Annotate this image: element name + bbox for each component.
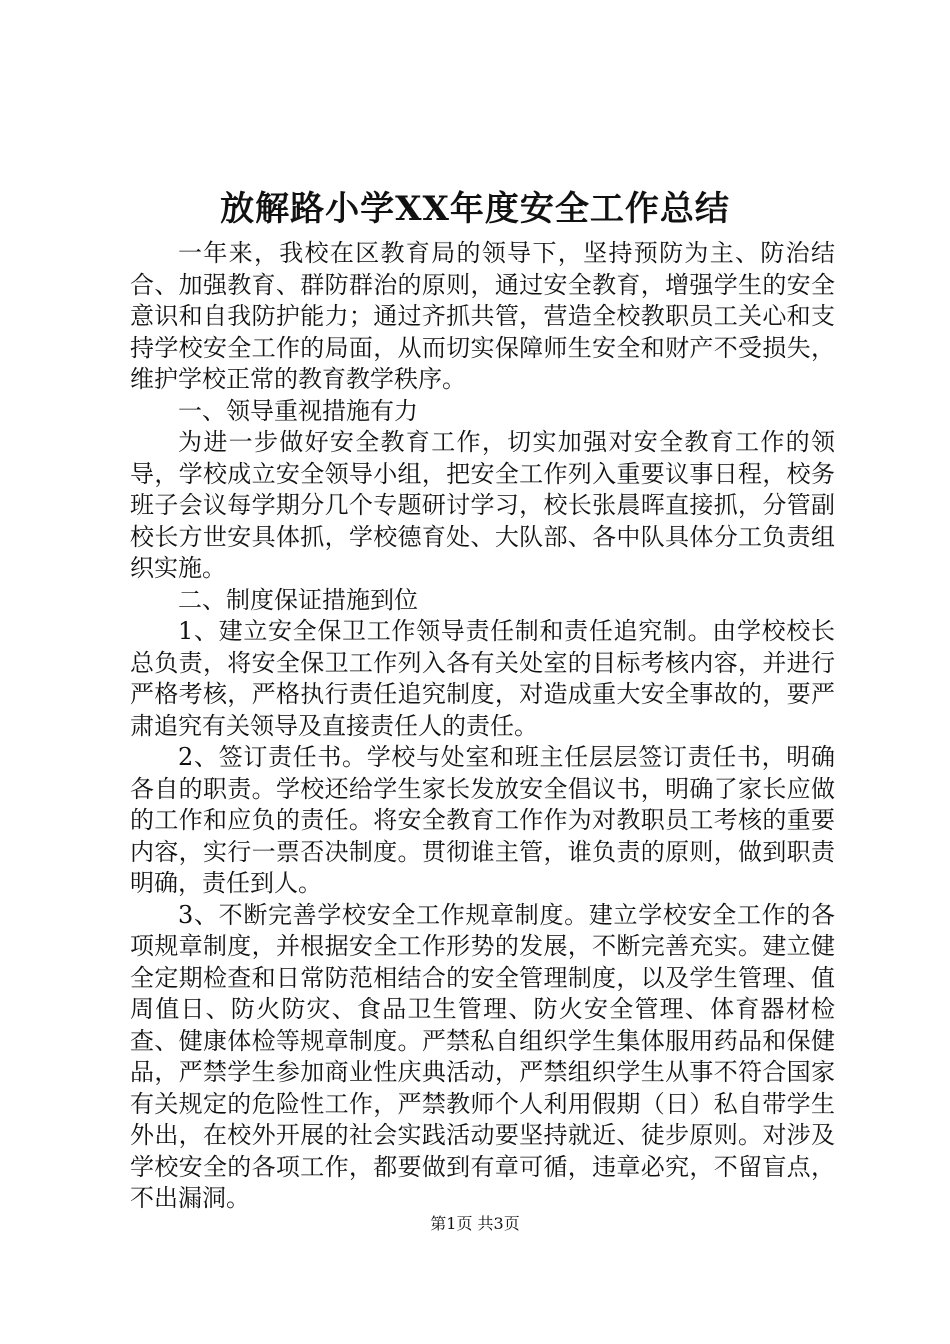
intro-paragraph: 一年来，我校在区教育局的领导下，坚持预防为主、防治结合、加强教育、群防群治的原则，通过安全教育，增强学生的安全意识和自我防护能力；通过齐抓共管，营造全校教职员工关心和支持学校安全工作的局面，从而切实保障师生安全和财产不受损失，维护学校正常的教育教学秩序。 xyxy=(130,239,835,393)
system-item-1-paragraph: 1、建立安全保卫工作领导责任制和责任追究制。由学校校长总负责，将安全保卫工作列入各有关处室的目标考核内容，并进行严格考核，严格执行责任追究制度，对造成重大安全事故的，要严肃追究有关领导及直接责任人的责任。 xyxy=(130,617,835,740)
section-heading-system: 二、制度保证措施到位 xyxy=(178,585,418,614)
system-item-3-paragraph: 3、不断完善学校安全工作规章制度。建立学校安全工作的各项规章制度，并根据安全工作形势的发展，不断完善充实。建立健全定期检查和日常防范相结合的安全管理制度，以及学生管理、值周值日、防火防灾、食品卫生管理、防火安全管理、体育器材检查、健康体检等规章制度。严禁私自组织学生集体服用药品和保健品，严禁学生参加商业性庆典活动，严禁组织学生从事不符合国家有关规定的危险性工作，严禁教师个人利用假期（日）私自带学生外出，在校外开展的社会实践活动要坚持就近、徒步原则。对涉及学校安全的各项工作，都要做到有章可循，违章必究，不留盲点，不出漏洞。 xyxy=(130,900,835,1212)
document-body xyxy=(130,238,835,1215)
section-heading-leadership: 一、领导重视措施有力 xyxy=(178,396,418,425)
document-title: 放解路小学XX年度安全工作总结 xyxy=(220,189,730,229)
leadership-paragraph: 为进一步做好安全教育工作，切实加强对安全教育工作的领导，学校成立安全领导小组，把安全工作列入重要议事日程，校务班子会议每学期分几个专题研讨学习，校长张晨晖直接抓，分管副校长方世安具体抓，学校德育处、大队部、各中队具体分工负责组织实施。 xyxy=(130,428,835,582)
page-number-footer: 第1页 共3页 xyxy=(430,1214,520,1233)
system-item-2-paragraph: 2、签订责任书。学校与处室和班主任层层签订责任书，明确各自的职责。学校还给学生家长发放安全倡议书，明确了家长应做的工作和应负的责任。将安全教育工作作为对教职员工考核的重要内容，实行一票否决制度。贯彻谁主管，谁负责的原则，做到职责明确，责任到人。 xyxy=(130,743,835,897)
